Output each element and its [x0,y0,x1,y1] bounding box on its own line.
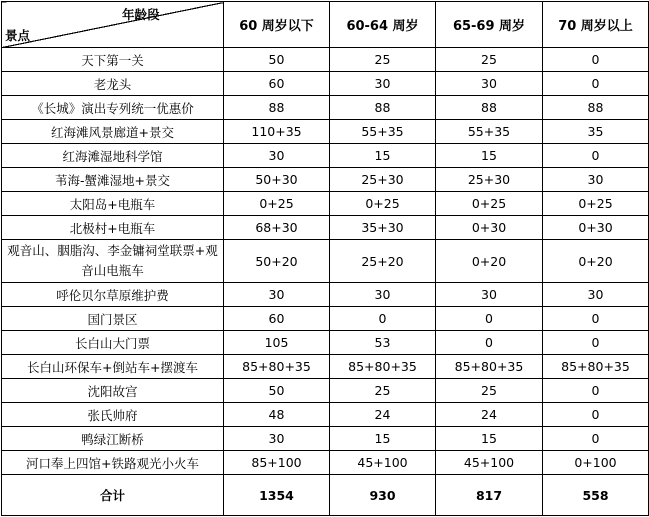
price-cell: 0 [543,144,649,168]
price-cell: 30 [330,72,436,96]
price-cell: 0+30 [543,216,649,240]
table-row [2,216,649,240]
price-cell: 30 [436,283,543,307]
price-cell: 24 [330,403,436,427]
table-row [2,427,649,451]
table-row [2,451,649,475]
price-cell: 0+20 [436,240,543,283]
price-cell: 30 [224,144,330,168]
price-cell: 110+35 [224,120,330,144]
attraction-name: 红海滩风景廊道+景交 [2,120,224,144]
table-row [2,403,649,427]
price-cell: 0 [543,427,649,451]
column-header-under-60: 60 周岁以下 [224,2,330,48]
table-row [2,144,649,168]
table-row [2,120,649,144]
table-row [2,168,649,192]
price-cell: 15 [330,427,436,451]
price-cell: 24 [436,403,543,427]
price-cell: 68+30 [224,216,330,240]
total-cell: 1354 [224,475,330,516]
price-cell: 55+35 [330,120,436,144]
price-cell: 0 [543,331,649,355]
price-table [1,1,649,516]
price-cell: 0+25 [224,192,330,216]
column-header-60-64: 60-64 周岁 [330,2,436,48]
price-cell: 15 [330,144,436,168]
price-cell: 0+20 [543,240,649,283]
header-row [2,2,649,48]
price-cell: 0 [436,307,543,331]
table-row [2,48,649,72]
table-row [2,240,649,283]
price-cell: 85+80+35 [436,355,543,379]
price-cell: 0 [436,331,543,355]
price-cell: 50+30 [224,168,330,192]
price-cell: 50 [224,48,330,72]
price-cell: 0 [543,403,649,427]
attraction-name: 长白山环保车+倒站车+摆渡车 [2,355,224,379]
column-header-65-69: 65-69 周岁 [436,2,543,48]
price-cell: 50 [224,379,330,403]
price-cell: 88 [224,96,330,120]
price-cell: 30 [224,283,330,307]
price-cell: 0 [543,48,649,72]
attraction-name: 河口奉上四馆+铁路观光小火车 [2,451,224,475]
price-cell: 0 [543,72,649,96]
corner-top-label: 年龄段 [122,7,160,22]
price-cell: 35+30 [330,216,436,240]
corner-bottom-label: 景点 [5,28,31,43]
table-row [2,192,649,216]
price-cell: 45+100 [436,451,543,475]
price-cell: 35 [543,120,649,144]
price-cell: 25+30 [330,168,436,192]
price-cell: 0+25 [543,192,649,216]
price-cell: 30 [436,72,543,96]
attraction-name: 老龙头 [2,72,224,96]
attraction-name: 北极村+电瓶车 [2,216,224,240]
price-cell: 0 [543,307,649,331]
table-row [2,355,649,379]
price-cell: 85+80+35 [543,355,649,379]
price-cell: 88 [543,96,649,120]
price-cell: 30 [543,168,649,192]
price-cell: 25 [436,48,543,72]
price-cell: 55+35 [436,120,543,144]
price-cell: 0+100 [543,451,649,475]
attraction-name: 长白山大门票 [2,331,224,355]
attraction-name: 鸭绿江断桥 [2,427,224,451]
price-cell: 25 [330,48,436,72]
price-cell: 60 [224,307,330,331]
attraction-name: 天下第一关 [2,48,224,72]
table-row [2,283,649,307]
total-cell: 558 [543,475,649,516]
price-cell: 48 [224,403,330,427]
price-cell: 25+30 [436,168,543,192]
corner-header-cell [2,2,224,48]
price-cell: 45+100 [330,451,436,475]
price-cell: 25 [436,379,543,403]
table-row [2,72,649,96]
total-row [2,475,649,516]
attraction-name: 呼伦贝尔草原维护费 [2,283,224,307]
attraction-name: 观音山、胭脂沟、李金镛祠堂联票+观音山电瓶车 [2,240,224,283]
price-cell: 50+20 [224,240,330,283]
price-cell: 60 [224,72,330,96]
table-row [2,379,649,403]
price-cell: 30 [224,427,330,451]
attraction-name: 国门景区 [2,307,224,331]
price-cell: 25 [330,379,436,403]
price-cell: 53 [330,331,436,355]
price-cell: 88 [436,96,543,120]
price-cell: 85+80+35 [224,355,330,379]
table-row [2,331,649,355]
price-cell: 88 [330,96,436,120]
attraction-name: 沈阳故宫 [2,379,224,403]
attraction-name: 太阳岛+电瓶车 [2,192,224,216]
column-header-over-70: 70 周岁以上 [543,2,649,48]
price-cell: 85+80+35 [330,355,436,379]
price-cell: 30 [543,283,649,307]
price-cell: 0+30 [436,216,543,240]
price-cell: 15 [436,144,543,168]
table-row [2,96,649,120]
price-cell: 105 [224,331,330,355]
price-cell: 30 [330,283,436,307]
total-label: 合计 [2,475,224,516]
total-cell: 930 [330,475,436,516]
attraction-name: 张氏帅府 [2,403,224,427]
attraction-name: 红海滩湿地科学馆 [2,144,224,168]
table-row [2,307,649,331]
price-cell: 25+20 [330,240,436,283]
price-cell: 0+25 [330,192,436,216]
price-cell: 15 [436,427,543,451]
price-cell: 0+25 [436,192,543,216]
attraction-name: 苇海-蟹滩湿地+景交 [2,168,224,192]
price-cell: 0 [330,307,436,331]
price-cell: 85+100 [224,451,330,475]
attraction-name: 《长城》演出专列统一优惠价 [2,96,224,120]
total-cell: 817 [436,475,543,516]
price-cell: 0 [543,379,649,403]
